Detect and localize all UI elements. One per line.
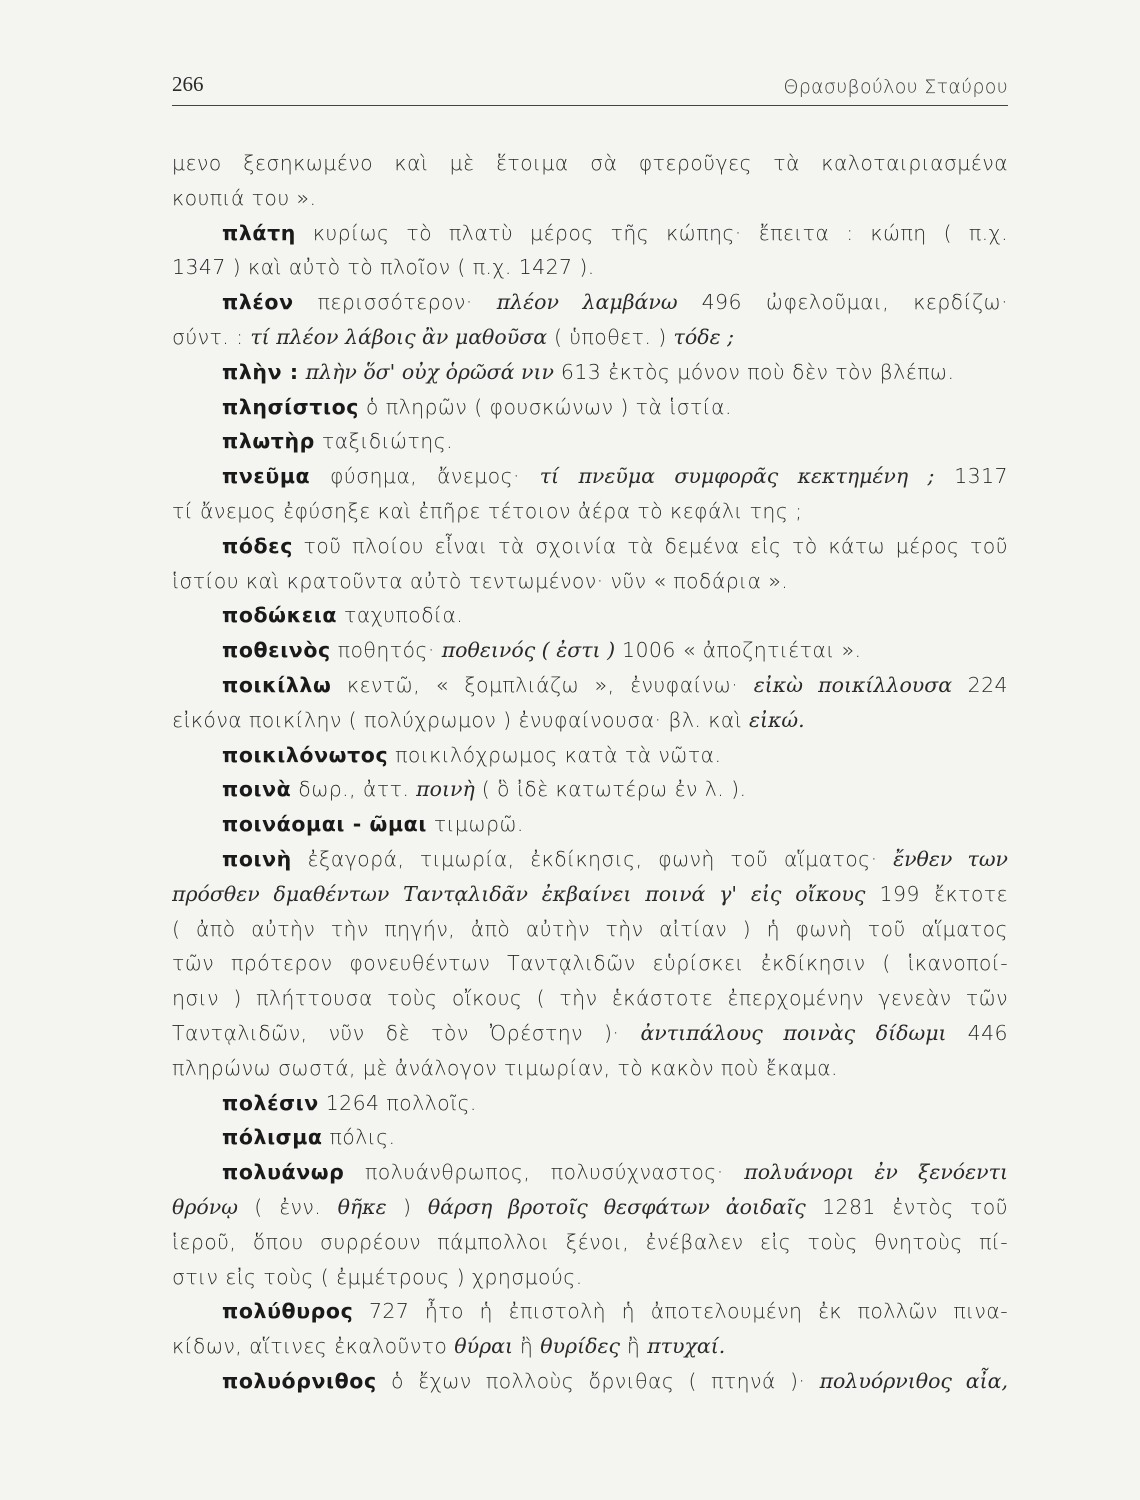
gloss-text: ποικιλόχρωμος κατὰ τὰ νῶτα.	[388, 742, 722, 767]
gloss-text: 1281 ἐντὸς τοῦ	[805, 1194, 1008, 1219]
gloss-text: 1347 ) καὶ αὐτὸ τὸ πλοῖον ( π.χ. 1427 ).	[172, 255, 595, 280]
quotation: ἀντιπάλους ποινὰς δίδωμι	[640, 1020, 947, 1045]
quotation: θρόνῳ	[172, 1194, 238, 1219]
gloss-text: κουπιά του ».	[172, 185, 317, 210]
text-line	[172, 1260, 1008, 1295]
quotation: πολυάνορι ἐν ξενόεντι	[744, 1160, 1008, 1185]
gloss-text: φύσημα, ἄνεμος·	[310, 464, 540, 489]
dictionary-text	[172, 146, 1008, 1399]
quotation: ἔνθεν των	[893, 846, 1008, 871]
gloss-text: 496 ὠφελοῦμαι, κερδίζω·	[677, 290, 1008, 315]
gloss-text: ἐξαγορά, τιμωρία, ἐκδίκησις, φωνὴ τοῦ αἵματος·	[291, 846, 894, 871]
running-head: Θρασυβούλου Σταύρου	[783, 76, 1008, 98]
gloss-text: ταχυποδία.	[337, 603, 464, 628]
text-line	[172, 1016, 1008, 1051]
gloss-text: 199 ἔκτοτε	[865, 881, 1008, 906]
text-line	[172, 390, 1008, 425]
lemma: πλέον	[222, 290, 294, 315]
gloss-text: πόλις.	[322, 1125, 396, 1150]
lemma: πλησίστιος	[222, 394, 360, 419]
text-line	[172, 216, 1008, 251]
gloss-text: ποθητός·	[330, 638, 442, 663]
gloss-text: ( ὃ ἰδὲ κατωτέρω ἐν λ. ).	[474, 777, 747, 802]
quotation: θάρση βροτοῖς θεσφάτων ἀοιδαῖς	[427, 1194, 806, 1219]
gloss-text: ἢ	[619, 1334, 648, 1359]
gloss-text: Ταντᾳλιδῶν, νῦν δὲ τὸν Ὀρέστην )·	[172, 1020, 641, 1045]
gloss-text: σύντ. :	[172, 324, 251, 349]
gloss-text: 1006 « ἀποζητιέται ».	[615, 638, 862, 663]
page-number: 266	[172, 72, 204, 96]
gloss-text: 224	[952, 672, 1008, 697]
quotation: θυρίδες	[540, 1334, 620, 1359]
gloss-text: ὁ πληρῶν ( φουσκώνων ) τὰ ἱστία.	[359, 394, 732, 419]
lemma: πολέσιν	[222, 1090, 319, 1115]
gloss-text: πληρώνω σωστά, μὲ ἀνάλογον τιμωρίαν, τὸ κακὸν ποὺ ἔκαμα.	[172, 1055, 838, 1080]
gloss-text: )	[386, 1194, 428, 1219]
text-line	[172, 598, 1008, 633]
gloss-text: ( ἀπὸ αὐτὴν τὴν πηγήν, ἀπὸ αὐτὴν τὴν αἰτίαν ) ἡ φωνὴ τοῦ αἵματος	[172, 916, 1008, 941]
text-line	[172, 1190, 1008, 1225]
gloss-text: περισσότερον·	[293, 290, 497, 315]
page-header	[172, 72, 1008, 106]
text-line	[172, 459, 1008, 494]
gloss-text: ἱστίου καὶ κρατοῦντα αὐτὸ τεντωμένον· νῦν « ποδάρια ».	[172, 568, 789, 593]
text-line	[172, 981, 1008, 1016]
lemma: ποινὰ	[222, 777, 292, 802]
text-line	[172, 772, 1008, 807]
text-line	[172, 250, 1008, 285]
gloss-text: 727 ἦτο ἡ ἐπιστολὴ ἡ ἀποτελουμένη ἐκ πολλῶν πινα-	[353, 1299, 1008, 1324]
gloss-text: τοῦ πλοίου εἶναι τὰ σχοινία τὰ δεμένα εἰς τὸ κάτω μέρος τοῦ	[292, 533, 1008, 558]
gloss-text	[299, 360, 306, 384]
lemma: πλωτὴρ	[222, 429, 315, 454]
gloss-text: κεντῶ, « ξομπλιάζω », ἐνυφαίνω·	[331, 672, 754, 697]
text-line	[172, 1155, 1008, 1190]
text-line	[172, 285, 1008, 320]
text-line	[172, 912, 1008, 947]
lemma: πόδες	[222, 533, 293, 558]
lemma: ποινάομαι - ῶμαι	[222, 812, 427, 837]
gloss-text: τιμωρῶ.	[426, 812, 524, 837]
lemma: πόλισμα	[222, 1125, 323, 1150]
lemma: πολυόρνιθος	[222, 1368, 377, 1393]
lemma: ποικίλλω	[222, 672, 332, 697]
text-line	[172, 877, 1008, 912]
text-line	[172, 1086, 1008, 1121]
lemma: ποθεινὸς	[222, 638, 331, 663]
text-line	[172, 1364, 1008, 1399]
text-line	[172, 842, 1008, 877]
text-line	[172, 946, 1008, 981]
gloss-text: στιν εἰς τοὺς ( ἐμμέτρους ) χρησμούς.	[172, 1264, 583, 1289]
lemma: πολύθυρος	[222, 1299, 354, 1324]
lemma: πνεῦμα	[222, 464, 311, 489]
text-line	[172, 181, 1008, 216]
text-line	[172, 807, 1008, 842]
quotation: πτυχαί.	[647, 1334, 726, 1359]
gloss-text: ( ἐνν.	[237, 1194, 338, 1219]
text-line	[172, 1294, 1008, 1329]
quotation: πρόσθεν δμαθέντων Ταντᾳλιδᾶν ἐκβαίνει ποινά γ' εἰς οἴκους	[172, 881, 866, 906]
gloss-text: ησιν ) πλήττουσα τοὺς οἴκους ( τὴν ἑκάστοτε ἐπερχομένην γενεὰν τῶν	[172, 986, 1008, 1011]
lemma: ποινὴ	[222, 846, 292, 871]
text-line	[172, 738, 1008, 773]
gloss-text: 1317	[934, 464, 1008, 489]
quotation: ποινὴ	[416, 777, 475, 802]
lemma: πλὴν :	[222, 359, 299, 384]
gloss-text: ( ὑποθετ. )	[547, 324, 674, 349]
lemma: ποικιλόνωτος	[222, 742, 389, 767]
gloss-text: ἱεροῦ, ὅπου συρρέουν πάμπολλοι ξένοι, ἐνέβαλεν εἰς τοὺς θνητοὺς πί-	[172, 1229, 1008, 1254]
text-line	[172, 668, 1008, 703]
gloss-text: 1264 πολλοῖς.	[318, 1090, 477, 1115]
quotation: εἰκὼ ποικίλλουσα	[753, 672, 953, 697]
text-line	[172, 1120, 1008, 1155]
gloss-text: τί ἄνεμος ἐφύσηξε καὶ ἐπῆρε τέτοιον ἀέρα τὸ κεφάλι της ;	[172, 498, 803, 523]
gloss-text: ὁ ἔχων πολλοὺς ὄρνιθας ( πτηνά )·	[376, 1368, 820, 1393]
gloss-text: ἢ	[513, 1334, 541, 1359]
text-line	[172, 1329, 1008, 1364]
gloss-text: 446	[946, 1020, 1008, 1045]
gloss-text: δωρ., ἀττ.	[291, 777, 417, 802]
text-line	[172, 529, 1008, 564]
gloss-text: κυρίως τὸ πλατὺ μέρος τῆς κώπης· ἔπειτα : κώπη ( π.χ.	[295, 220, 1008, 245]
gloss-text: κίδων, αἵτινες ἐκαλοῦντο	[172, 1334, 455, 1359]
quotation: θύραι	[454, 1334, 514, 1359]
quotation: τί πλέον λάβοις ἂν μαθοῦσα	[250, 324, 548, 349]
quotation: πλέον λαμβάνω	[496, 290, 678, 315]
gloss-text: 613 ἐκτὸς μόνον ποὺ δὲν τὸν βλέπω.	[554, 359, 955, 384]
gloss-text: τῶν πρότερον φονευθέντων Ταντᾳλιδῶν εὑρίσκει ἐκδίκησιν ( ἱκανοποί-	[172, 951, 1008, 976]
gloss-text: ταξιδιώτης.	[314, 429, 454, 454]
text-line	[172, 564, 1008, 599]
text-line	[172, 1051, 1008, 1086]
text-line	[172, 424, 1008, 459]
gloss-text: πολυάνθρωπος, πολυσύχναστος·	[344, 1160, 745, 1185]
text-line	[172, 355, 1008, 390]
text-line	[172, 320, 1008, 355]
text-line	[172, 494, 1008, 529]
lemma: ποδώκεια	[222, 603, 338, 628]
quotation: θῆκε	[337, 1194, 387, 1219]
text-line	[172, 703, 1008, 738]
quotation: τόδε ;	[673, 324, 734, 349]
lemma: πλάτη	[222, 220, 296, 245]
quotation: εἰκώ.	[748, 707, 805, 732]
quotation: ποθεινός ( ἐστι )	[441, 638, 616, 663]
quotation: πλὴν ὅσ' οὐχ ὁρῶσά νιν	[305, 359, 554, 384]
lemma: πολυάνωρ	[222, 1160, 345, 1185]
text-line	[172, 1225, 1008, 1260]
quotation: πολυόρνιθος αἶα,	[819, 1368, 1008, 1393]
text-line	[172, 633, 1008, 668]
gloss-text: εἰκόνα ποικίλην ( πολύχρωμον ) ἐνυφαίνουσα· βλ. καὶ	[172, 707, 749, 732]
quotation: τί πνεῦμα συμφορᾶς κεκτημένη ;	[539, 464, 935, 489]
header-rule	[172, 105, 1008, 106]
gloss-text: μενο ξεσηκωμένο καὶ μὲ ἕτοιμα σὰ φτεροῦγες τὰ καλοταιριασμένα	[172, 151, 1008, 175]
text-line	[172, 146, 1008, 181]
